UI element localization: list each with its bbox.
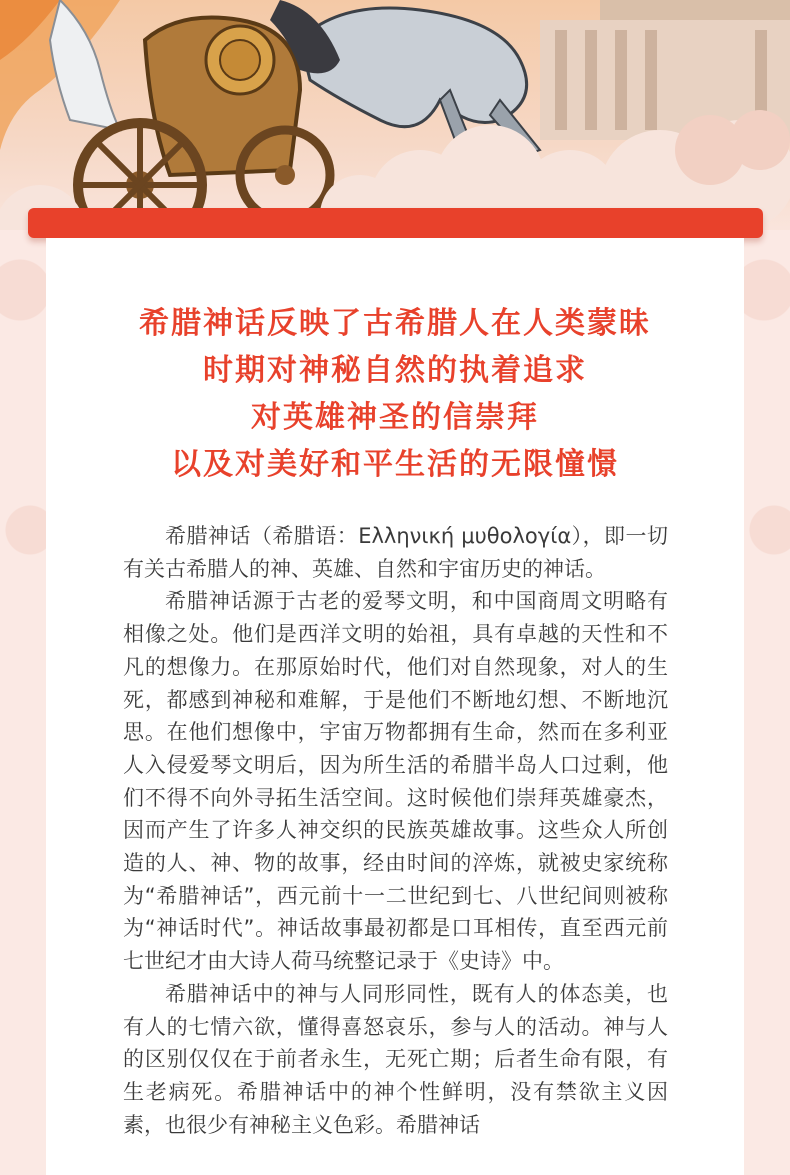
- article-body: [123, 520, 668, 1141]
- article-paragraph-3: 希腊神话中的神与人同形同性，既有人的体态美，也有人的七情六欲，懂得喜怒哀乐，参与人的活动。神与人的区别仅仅在于前者永生，无死亡期；后者生命有限，有生老病死。希腊神话中的神个性鲜明，没有禁欲主义因素，也很少有神秘主义色彩。希腊神话: [123, 981, 668, 1137]
- headline-line-3: 对英雄神圣的信崇拜: [251, 400, 539, 435]
- headline-line-4: 以及对美好和平生活的无限憧憬: [171, 447, 619, 482]
- article-paragraph-1: 希腊神话（希腊语：Ελληνική μυθολογία），即一切有关古希腊人的神、英雄、自然和宇宙历史的神话。: [123, 524, 668, 581]
- headline-line-2: 时期对神秘自然的执着追求: [203, 353, 587, 388]
- headline: [0, 300, 790, 488]
- scroll-header-bar: [28, 208, 763, 238]
- headline-line-1: 希腊神话反映了古希腊人在人类蒙昧: [139, 306, 651, 341]
- article-paragraph-2: 希腊神话源于古老的爱琴文明，和中国商周文明略有相像之处。他们是西洋文明的始祖，具有卓越的天性和不凡的想像力。在那原始时代，他们对自然现象，对人的生死，都感到神秘和难解，于是他们不断地幻想、不断地沉思。在他们想像中，宇宙万物都拥有生命，然而在多利亚人入侵爱琴文明后，因为所生活的希腊半岛人口过剩，他们不得不向外寻拓生活空间。这时候他们崇拜英雄豪杰，因而产生了许多人神交织的民族英雄故事。这些众人所创造的人、神、物的故事，经由时间的淬炼，就被史家统称为“希腊神话”，西元前十一二世纪到七、八世纪间则被称为“神话时代”。神话故事最初都是口耳相传，直至西元前七世纪才由大诗人荷马统整记录于《史诗》中。: [123, 589, 668, 974]
